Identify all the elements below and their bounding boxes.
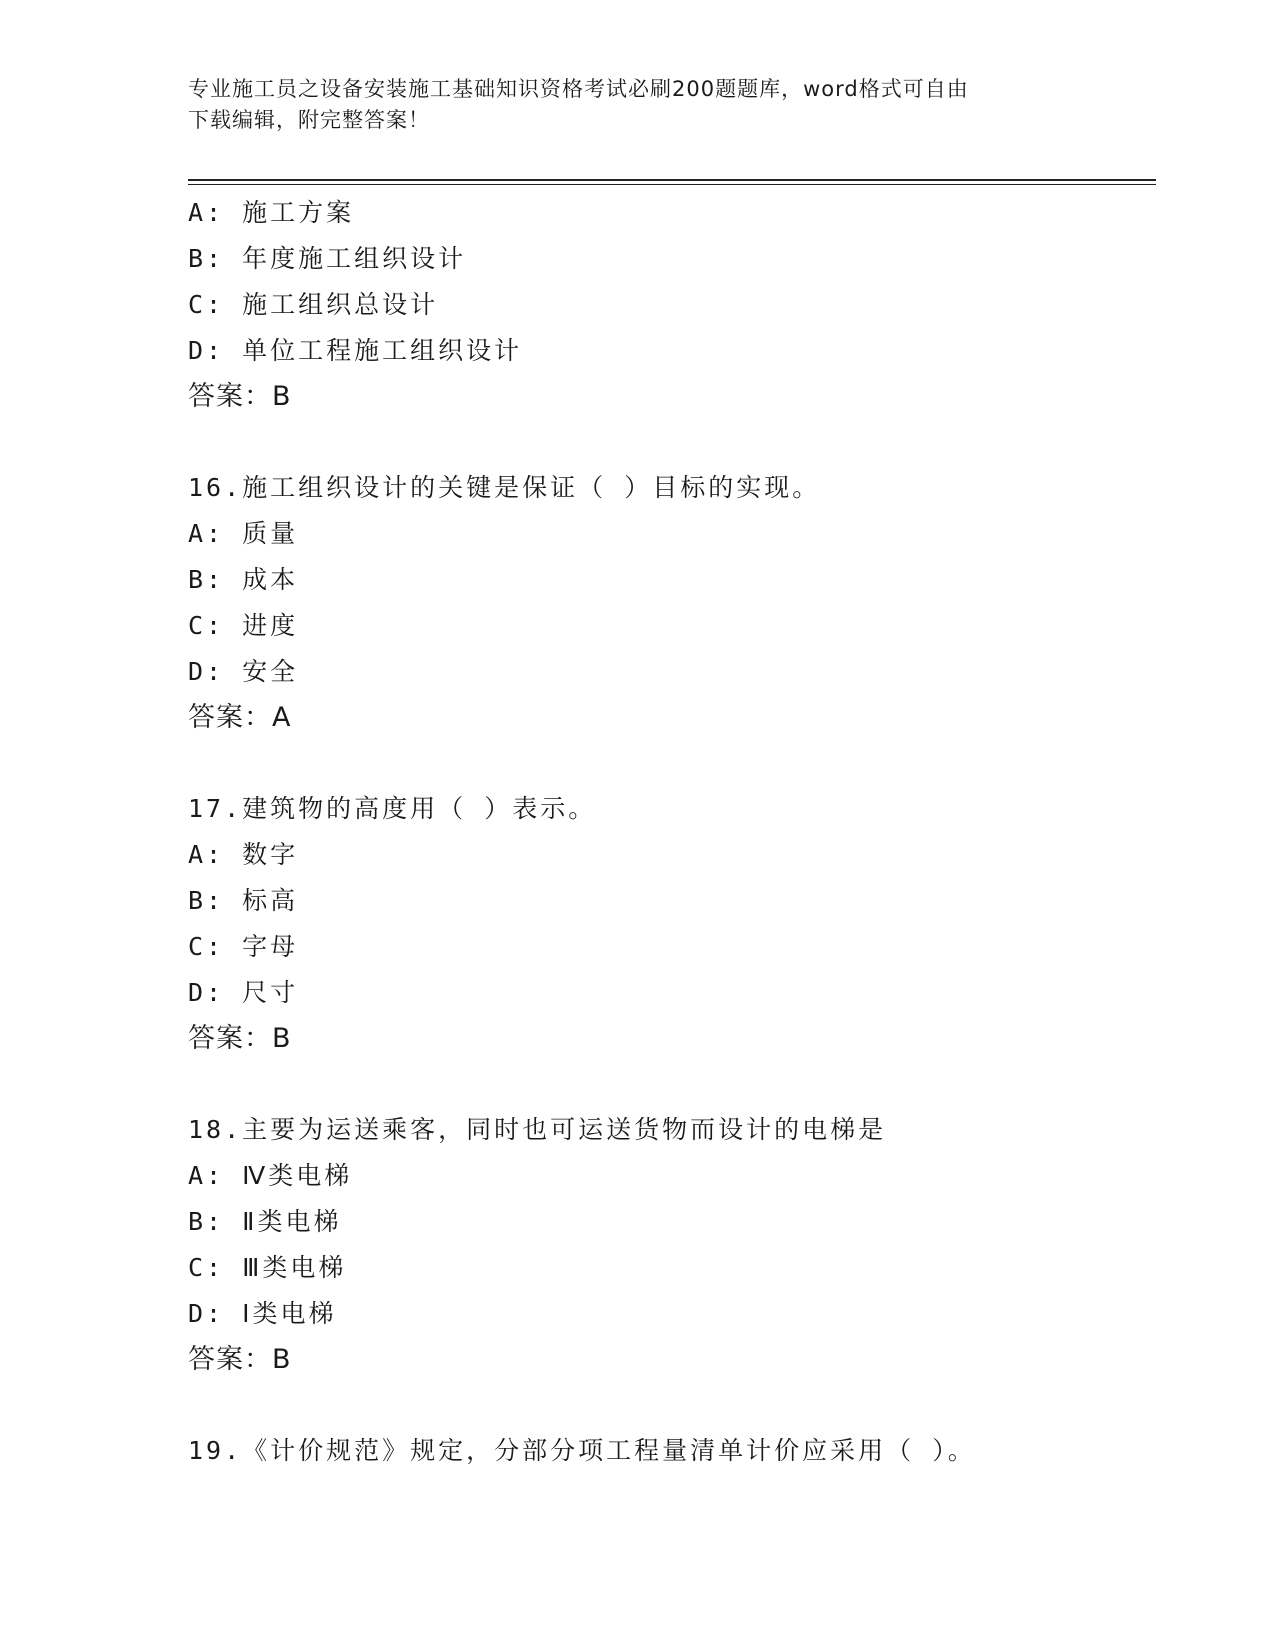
answer: 答案：B xyxy=(188,1344,292,1375)
header-line-2: 下载编辑，附完整答案！ xyxy=(188,108,430,132)
option-d: D: 安全 xyxy=(188,657,299,686)
answer: 答案：B xyxy=(188,1023,292,1054)
answer: 答案：A xyxy=(188,702,292,733)
option-c: C: 字母 xyxy=(188,932,299,961)
question-text: 16.施工组织设计的关键是保证（ ）目标的实现。 xyxy=(188,473,821,502)
option-a: A: 质量 xyxy=(188,519,299,548)
header-rule xyxy=(188,179,1156,181)
option-a: A: 数字 xyxy=(188,840,299,869)
option-b: B: 成本 xyxy=(188,565,299,594)
question-block-19 xyxy=(188,1428,1156,1474)
option-a: A: Ⅳ类电梯 xyxy=(188,1161,353,1190)
header-rule-thin xyxy=(188,184,1156,185)
option-b: B: 年度施工组织设计 xyxy=(188,244,467,273)
question-block-16 xyxy=(188,465,1156,741)
option-b: B: 标高 xyxy=(188,886,299,915)
option-c: C: 进度 xyxy=(188,611,299,640)
question-list xyxy=(188,190,1156,1474)
header-line-1: 专业施工员之设备安装施工基础知识资格考试必刷200题题库，word格式可自由 xyxy=(188,77,969,101)
option-c: C: Ⅲ类电梯 xyxy=(188,1253,347,1282)
answer: 答案：B xyxy=(188,381,292,412)
document-header xyxy=(188,74,1068,136)
option-d: D: Ⅰ类电梯 xyxy=(188,1299,337,1328)
question-text: 18.主要为运送乘客，同时也可运送货物而设计的电梯是 xyxy=(188,1115,887,1144)
question-block-17 xyxy=(188,786,1156,1062)
option-a: A: 施工方案 xyxy=(188,198,355,227)
question-text: 17.建筑物的高度用（ ）表示。 xyxy=(188,794,597,823)
option-c: C: 施工组织总设计 xyxy=(188,290,439,319)
question-block-18 xyxy=(188,1107,1156,1383)
question-block-15 xyxy=(188,190,1156,420)
question-text: 19.《计价规范》规定，分部分项工程量清单计价应采用（ ）。 xyxy=(188,1436,976,1465)
option-d: D: 单位工程施工组织设计 xyxy=(188,336,523,365)
option-b: B: Ⅱ类电梯 xyxy=(188,1207,342,1236)
option-d: D: 尺寸 xyxy=(188,978,299,1007)
